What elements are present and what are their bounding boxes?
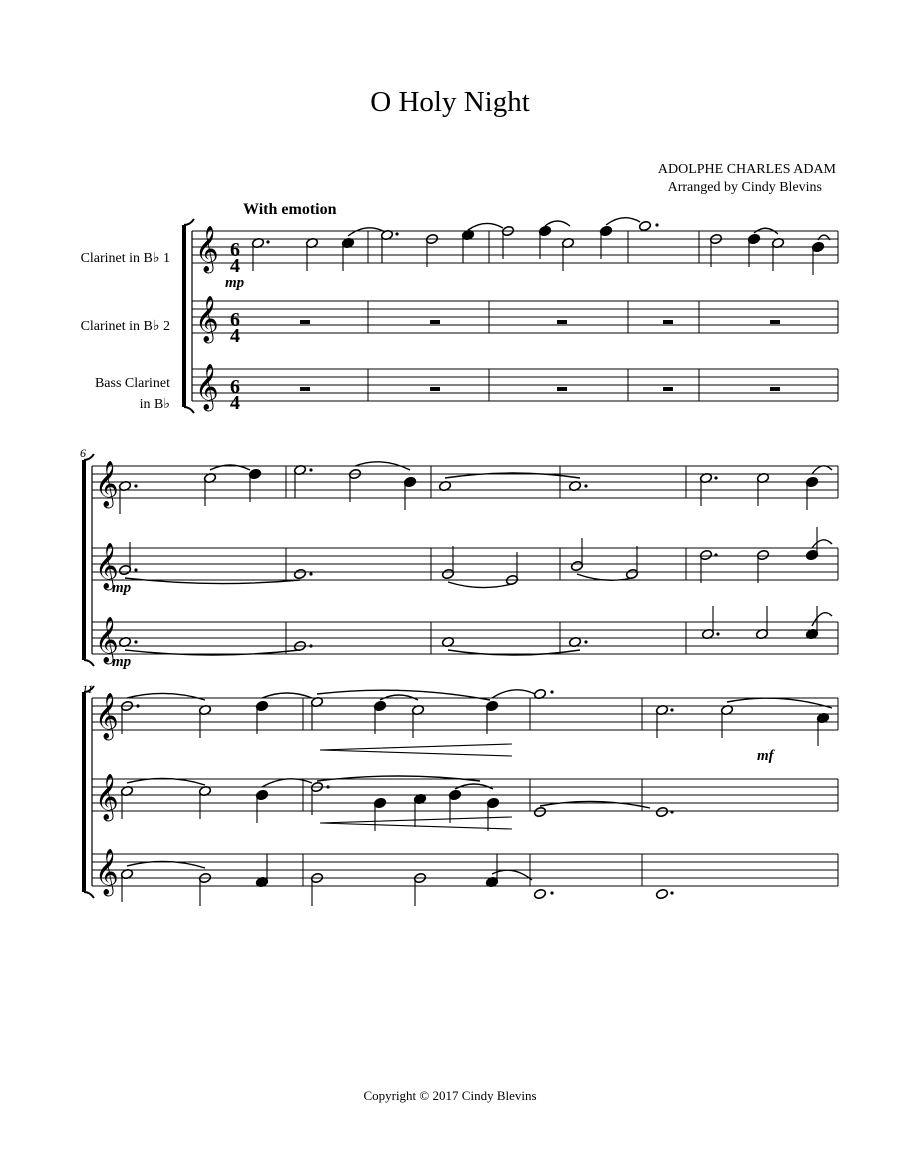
augmentation-dot bbox=[670, 810, 673, 813]
instrument-label-bass-clarinet: Bass Clarinet bbox=[94, 376, 170, 391]
dynamic-mp-system1: mp bbox=[225, 275, 245, 291]
time-sig-den-1: 4 bbox=[230, 255, 240, 277]
slur bbox=[127, 693, 205, 700]
slur bbox=[492, 870, 532, 880]
augmentation-dot bbox=[714, 553, 717, 556]
slur bbox=[577, 574, 632, 580]
arranger-credit: Arranged by Cindy Blevins bbox=[667, 180, 822, 195]
treble-clef-icon: 𝄞 bbox=[95, 543, 119, 589]
bracket-hook-bottom bbox=[84, 892, 94, 898]
whole-rest bbox=[557, 387, 567, 391]
slur bbox=[492, 690, 535, 698]
slur bbox=[125, 578, 300, 584]
score-title: O Holy Night bbox=[370, 86, 530, 118]
slur bbox=[812, 466, 832, 474]
time-sig-den-2: 4 bbox=[230, 325, 240, 347]
augmentation-dot bbox=[716, 632, 719, 635]
instrument-label-bass-clarinet-key: in B♭ bbox=[139, 397, 170, 412]
whole-rest bbox=[663, 387, 673, 391]
augmentation-dot bbox=[584, 484, 587, 487]
bracket-hook-top bbox=[84, 686, 94, 692]
whole-rest bbox=[770, 320, 780, 324]
slur bbox=[448, 582, 512, 588]
hairpin-clar2 bbox=[320, 817, 512, 829]
copyright-notice: Copyright © 2017 Cindy Blevins bbox=[363, 1088, 537, 1103]
augmentation-dot bbox=[309, 644, 312, 647]
augmentation-dot bbox=[134, 568, 137, 571]
note-head bbox=[638, 220, 651, 231]
treble-clef-icon: 𝄞 bbox=[95, 849, 119, 895]
augmentation-dot bbox=[550, 891, 553, 894]
note-head bbox=[293, 568, 306, 579]
note-head bbox=[533, 888, 546, 899]
augmentation-dot bbox=[395, 232, 398, 235]
tempo-marking: With emotion bbox=[243, 201, 337, 218]
note-head bbox=[655, 806, 668, 817]
dynamic-mp-system2-bass: mp bbox=[112, 654, 132, 670]
slur bbox=[606, 218, 640, 225]
dynamic-mp-system2-clar2: mp bbox=[112, 580, 132, 596]
slur bbox=[540, 801, 650, 808]
augmentation-dot bbox=[134, 640, 137, 643]
time-sig-num-3: 6 bbox=[230, 376, 240, 398]
slur bbox=[262, 693, 312, 698]
measure-number-11: 11 bbox=[82, 682, 94, 696]
augmentation-dot bbox=[670, 891, 673, 894]
slur bbox=[727, 698, 832, 708]
bracket-hook-top bbox=[84, 454, 94, 460]
composer-credit: ADOLPHE CHARLES ADAM bbox=[657, 162, 836, 177]
note-head bbox=[655, 888, 668, 899]
augmentation-dot bbox=[584, 640, 587, 643]
hairpin-clar1 bbox=[320, 744, 512, 756]
slur bbox=[468, 223, 503, 230]
treble-clef-icon: 𝄞 bbox=[95, 461, 119, 507]
time-sig-num-1: 6 bbox=[230, 239, 240, 261]
slur bbox=[262, 779, 312, 787]
time-sig-num-2: 6 bbox=[230, 309, 240, 331]
treble-clef-icon: 𝄞 bbox=[95, 617, 119, 663]
whole-rest bbox=[663, 320, 673, 324]
whole-rest bbox=[300, 320, 310, 324]
augmentation-dot bbox=[655, 223, 658, 226]
augmentation-dot bbox=[550, 690, 553, 693]
instrument-label-clarinet-1: Clarinet in B♭ 1 bbox=[80, 251, 170, 266]
treble-clef-icon: 𝄞 bbox=[195, 364, 219, 410]
treble-clef-icon: 𝄞 bbox=[195, 296, 219, 342]
whole-rest bbox=[300, 387, 310, 391]
whole-rest bbox=[557, 320, 567, 324]
augmentation-dot bbox=[714, 476, 717, 479]
augmentation-dot bbox=[309, 468, 312, 471]
augmentation-dot bbox=[134, 484, 137, 487]
treble-clef-icon: 𝄞 bbox=[95, 774, 119, 820]
time-signatures bbox=[230, 239, 240, 414]
dynamic-mf-system3: mf bbox=[757, 748, 774, 764]
slur bbox=[812, 540, 832, 548]
slur bbox=[348, 228, 385, 236]
measure-number-6: 6 bbox=[80, 446, 86, 460]
augmentation-dot bbox=[309, 572, 312, 575]
time-sig-den-3: 4 bbox=[230, 392, 240, 414]
treble-clef-icon: 𝄞 bbox=[195, 226, 219, 272]
whole-rest bbox=[430, 387, 440, 391]
augmentation-dot bbox=[326, 785, 329, 788]
augmentation-dot bbox=[266, 240, 269, 243]
slur bbox=[545, 221, 570, 226]
augmentation-dot bbox=[136, 704, 139, 707]
slur bbox=[812, 613, 832, 626]
whole-rest bbox=[430, 320, 440, 324]
whole-rest bbox=[770, 387, 780, 391]
bracket-hook-bottom bbox=[184, 407, 194, 413]
treble-clef-icon: 𝄞 bbox=[95, 693, 119, 739]
bracket-hook-bottom bbox=[84, 660, 94, 666]
note-head bbox=[533, 806, 546, 817]
instrument-label-clarinet-2: Clarinet in B♭ 2 bbox=[80, 319, 170, 334]
augmentation-dot bbox=[670, 708, 673, 711]
bracket-hook-top bbox=[184, 219, 194, 225]
